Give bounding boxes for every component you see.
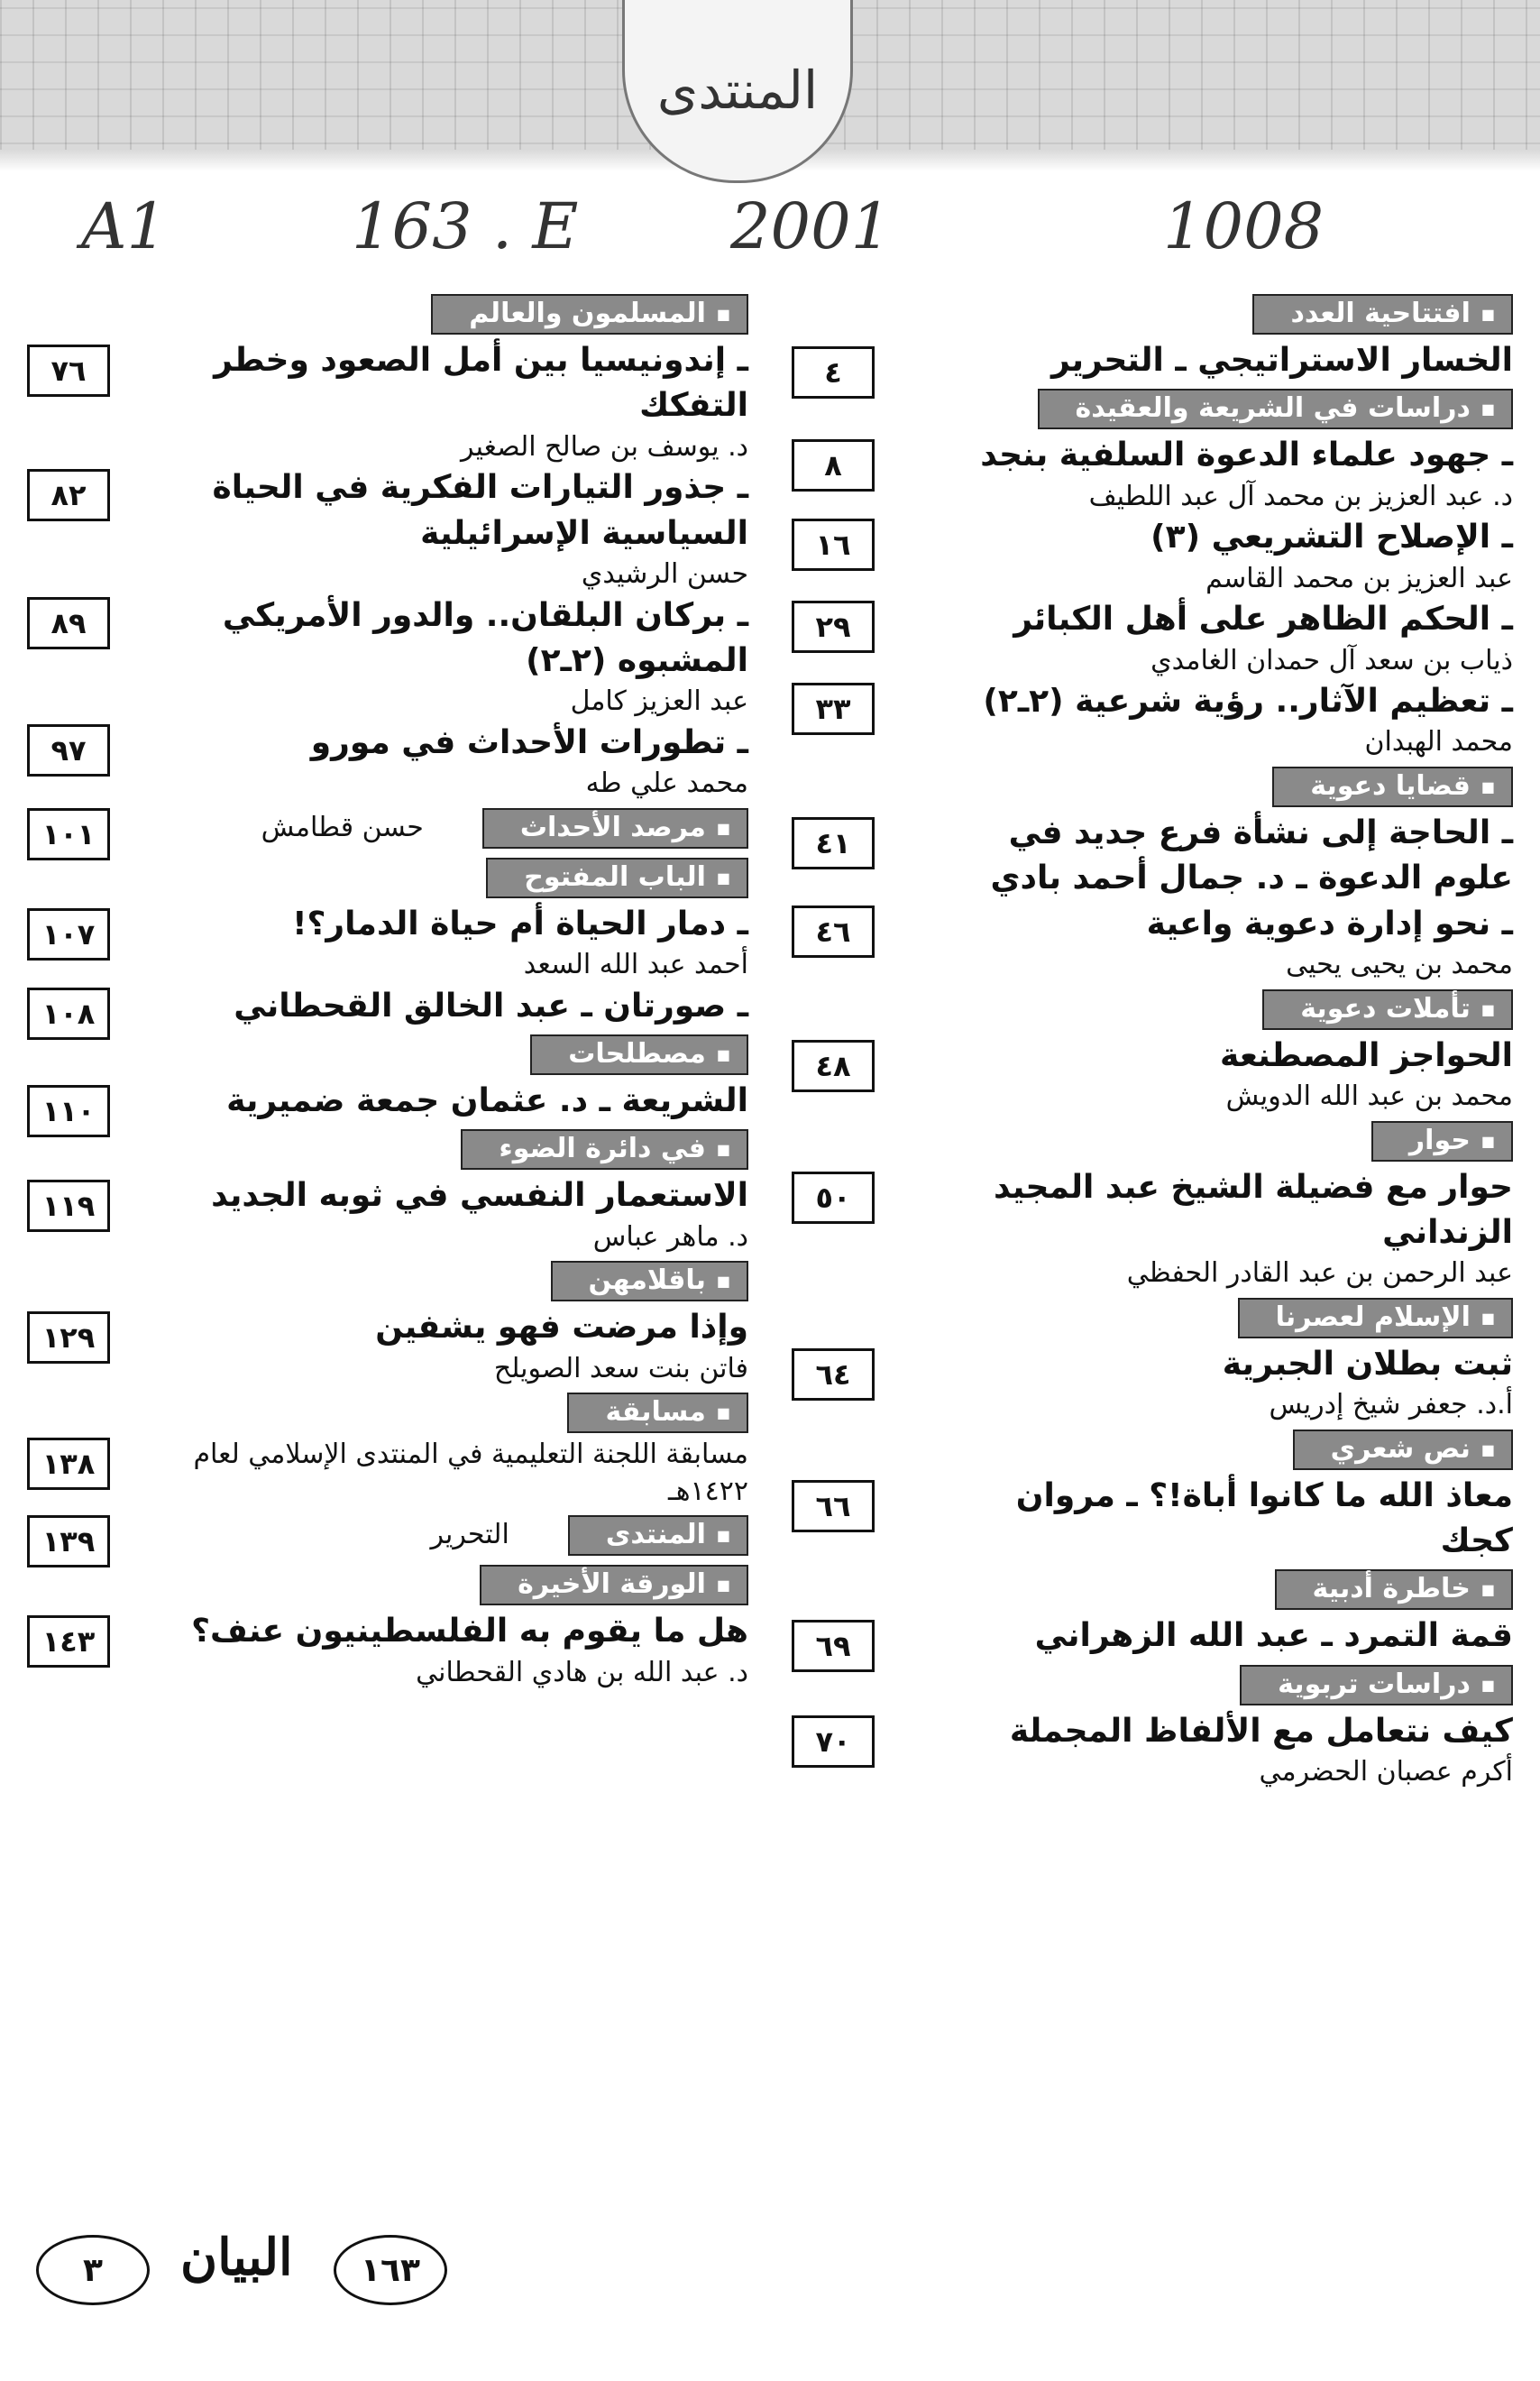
page-number-box: ٦٩ — [792, 1620, 875, 1672]
article-author: عبد الرحمن بن عبد القادر الحفظي — [1126, 1257, 1513, 1290]
toc-entry[interactable] — [792, 597, 1513, 679]
section-label: ■ افتتاحية العدد — [1252, 294, 1513, 335]
toc-entry[interactable] — [792, 1659, 1513, 1791]
page-number-box: ١٠٧ — [27, 908, 110, 961]
article-title: الخسار الاستراتيجي ـ التحرير — [1051, 342, 1513, 379]
page-number-box: ٩٧ — [27, 724, 110, 777]
article-title: ـ الإصلاح التشريعي (٣) — [1150, 519, 1513, 556]
page-number-box: ١٣٨ — [27, 1438, 110, 1490]
page-number-box: ٥٠ — [792, 1172, 875, 1224]
page-number-box: ٦٦ — [792, 1480, 875, 1532]
section-label: ■ حوار — [1371, 1121, 1513, 1162]
section-label: ■ باقلامهن — [551, 1261, 748, 1301]
section-label: ■ الإسلام لعصرنا — [1238, 1298, 1513, 1338]
toc-entry[interactable] — [27, 1559, 748, 1691]
handwritten-note: 2001 — [730, 189, 892, 263]
section-label: ■ الورقة الأخيرة — [480, 1565, 748, 1605]
article-title: ـ جذور التيارات الفكرية في الحياة السياسية الإسرائيلية — [212, 469, 748, 552]
section-label: ■ المسلمون والعالم — [431, 294, 748, 335]
section-label: ■ المنتدى — [568, 1515, 748, 1556]
handwritten-note: 1008 — [1163, 189, 1325, 263]
article-author: أكرم عصبان الحضرمي — [1259, 1756, 1513, 1788]
page-number-box: ٤١ — [792, 817, 875, 869]
section-label: ■ في دائرة الضوء — [461, 1129, 748, 1170]
page-number-box: ٨٩ — [27, 597, 110, 649]
toc-entry[interactable] — [27, 803, 748, 852]
logo-text: المنتدى — [656, 60, 819, 121]
article-title: الحواجز المصطنعة — [1220, 1036, 1513, 1074]
page-number-box: ٨٢ — [27, 469, 110, 521]
page-number-box: ١١٠ — [27, 1085, 110, 1137]
toc-entry[interactable] — [27, 1029, 748, 1129]
article-title: وإذا مرضت فهو يشفين — [375, 1309, 748, 1347]
section-label: ■ دراسات تربوية — [1240, 1665, 1513, 1705]
article-title: ثبت بطلان الجبرية — [1222, 1345, 1513, 1383]
article-title: كيف نتعامل مع الألفاظ المجملة — [1009, 1712, 1513, 1750]
article-author: د. عبد الله بن هادي القحطاني — [416, 1656, 748, 1688]
handwritten-note: 163 . E — [352, 189, 579, 263]
handwritten-note: A1 — [81, 189, 168, 263]
toc-entry[interactable] — [792, 902, 1513, 984]
page-footer — [36, 2228, 487, 2309]
article-title: ـ تعظيم الآثار.. رؤية شرعية (٢ـ٢) — [983, 683, 1513, 721]
article-author: د. عبد العزيز بن محمد آل عبد اللطيف — [1088, 480, 1513, 512]
toc-column-right — [792, 289, 1513, 1791]
toc-entry[interactable] — [27, 289, 748, 465]
article-author: ذياب بن سعد آل حمدان الغامدي — [1150, 644, 1513, 676]
toc-entry[interactable] — [792, 1292, 1513, 1424]
page-number-box: ١٠٨ — [27, 988, 110, 1040]
page-number-box: ١٢٩ — [27, 1311, 110, 1364]
toc-entry[interactable] — [792, 1564, 1513, 1664]
article-title: قمة التمرد ـ عبد الله الزهراني — [1034, 1617, 1513, 1655]
page-number-box: ١٤٣ — [27, 1615, 110, 1668]
article-author: فاتن بنت سعد الصويلح — [493, 1352, 748, 1384]
toc-entry[interactable] — [27, 1510, 748, 1559]
toc-entry[interactable] — [27, 1255, 748, 1387]
page-number-box: ٨ — [792, 439, 875, 492]
article-author: د. يوسف بن صالح الصغير — [461, 430, 748, 463]
toc-entry[interactable] — [792, 761, 1513, 902]
toc-entry[interactable] — [792, 984, 1513, 1116]
article-title: حوار مع فضيلة الشيخ عبد المجيد الزنداني — [993, 1168, 1513, 1251]
article-title: الاستعمار النفسي في ثوبه الجديد — [211, 1177, 748, 1215]
section-label: ■ مسابقة — [567, 1393, 748, 1433]
article-title: ـ صورتان ـ عبد الخالق القحطاني — [234, 987, 748, 1025]
article-author: محمد الهبدان — [1364, 726, 1513, 758]
article-author: د. ماهر عباس — [592, 1220, 748, 1253]
page-number-box: ١٣٩ — [27, 1515, 110, 1567]
article-author: أ.د. جعفر شيخ إدريس — [1269, 1389, 1513, 1421]
article-title: ـ الحكم الظاهر على أهل الكبائر — [1013, 601, 1513, 639]
article-author: محمد علي طه — [585, 768, 748, 800]
page-number: ٣ — [36, 2235, 150, 2305]
toc-entry[interactable] — [27, 721, 748, 803]
article-title: الشريعة ـ د. عثمان جمعة ضميرية — [226, 1082, 748, 1120]
page-number-box: ٧٦ — [27, 345, 110, 397]
article-title: ـ جهود علماء الدعوة السلفية بنجد — [980, 437, 1513, 474]
section-label: ■ دراسات في الشريعة والعقيدة — [1038, 389, 1513, 429]
magazine-title: البيان — [180, 2228, 293, 2287]
section-label: ■ تأملات دعوية — [1262, 989, 1513, 1030]
article-title: ـ إندونيسيا بين أمل الصعود وخطر التفكك — [214, 342, 748, 425]
page-number-box: ١١٩ — [27, 1180, 110, 1232]
toc-entry[interactable] — [27, 465, 748, 593]
article-title: ـ نحو إدارة دعوية واعية — [1146, 905, 1513, 942]
section-label: ■ قضايا دعوية — [1272, 767, 1513, 807]
article-author: حسن الرشيدي — [581, 558, 748, 591]
article-author: التحرير — [430, 1519, 509, 1551]
article-author: عبد العزيز بن محمد القاسم — [1205, 562, 1513, 594]
toc-entry[interactable] — [27, 984, 748, 1029]
page-number-box: ٧٠ — [792, 1715, 875, 1768]
article-title: ـ الحاجة إلى نشأة فرع جديد في علوم الدعوة ـ د. جمال أحمد بادي — [990, 814, 1513, 897]
page-number-box: ٦٤ — [792, 1348, 875, 1401]
article-author: محمد بن عبد الله الدويش — [1225, 1080, 1513, 1113]
page-number-box: ١٦ — [792, 519, 875, 571]
page-number-box: ٤ — [792, 346, 875, 399]
page-number-box: ١٠١ — [27, 808, 110, 860]
toc-entry[interactable] — [27, 1124, 748, 1255]
toc-entry[interactable] — [27, 593, 748, 721]
section-label: ■ نص شعري — [1293, 1430, 1513, 1470]
toc-entry[interactable] — [27, 1387, 748, 1510]
toc-column-left — [27, 289, 748, 1691]
toc-entry[interactable] — [27, 852, 748, 984]
issue-number: ١٦٣ — [334, 2235, 447, 2305]
section-label: ■ الباب المفتوح — [486, 858, 748, 898]
page-number-box: ٤٨ — [792, 1040, 875, 1092]
toc-entry[interactable] — [792, 383, 1513, 515]
article-title: ـ تطورات الأحداث في مورو — [310, 723, 748, 761]
section-label: ■ مصطلحات — [530, 1034, 748, 1075]
page-number-box: ٤٦ — [792, 906, 875, 958]
toc-entry[interactable] — [792, 679, 1513, 761]
article-author: حسن قطامش — [261, 811, 424, 843]
article-author: أحمد عبد الله السعد — [523, 949, 748, 981]
article-title: هل ما يقوم به الفلسطينيون عنف؟ — [191, 1613, 748, 1650]
toc-entry[interactable] — [792, 1116, 1513, 1292]
article-title: مسابقة اللجنة التعليمية في المنتدى الإسلامي لعام ١٤٢٢هـ — [193, 1439, 748, 1507]
page-number-box: ٢٩ — [792, 601, 875, 653]
toc-entry[interactable] — [792, 515, 1513, 597]
handwritten-annotation — [81, 189, 1343, 271]
page-number-box: ٣٣ — [792, 683, 875, 735]
article-title: ـ دمار الحياة أم حياة الدمار؟! — [292, 905, 748, 942]
section-label: ■ خاطرة أدبية — [1275, 1569, 1513, 1610]
article-title: معاذ الله ما كانوا أباة!؟ ـ مروان كجك — [1015, 1476, 1513, 1560]
section-label: ■ مرصد الأحداث — [482, 808, 748, 849]
toc-entry[interactable] — [792, 1424, 1513, 1565]
article-title: ـ بركان البلقان.. والدور الأمريكي المشبوه (٢ـ٢) — [222, 596, 748, 679]
toc-entry[interactable] — [792, 289, 1513, 390]
article-author: محمد بن يحيى يحيى — [1286, 949, 1513, 981]
article-author: عبد العزيز كامل — [570, 685, 748, 718]
